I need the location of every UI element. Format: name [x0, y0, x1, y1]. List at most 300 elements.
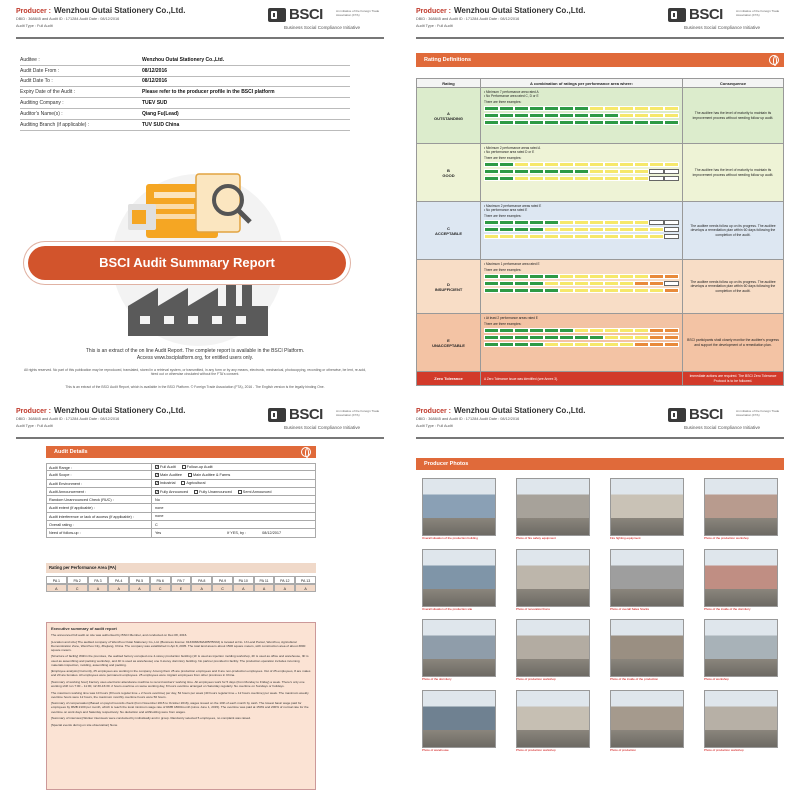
bsci-logo-word: BSCI — [289, 406, 323, 423]
detail-option[interactable]: ✓Full Audit — [156, 465, 176, 470]
rating-cell — [634, 328, 649, 333]
rating-cell — [604, 120, 619, 125]
info-key: Audit Date From : — [20, 67, 60, 74]
detail-row — [46, 529, 316, 537]
bsci-logo — [264, 6, 384, 36]
rating-cell — [649, 335, 664, 340]
photo-caption: Photo of warehouse — [422, 747, 449, 752]
detail-key: Overall rating : — [47, 521, 152, 528]
pa-label: PA 10 — [233, 576, 254, 584]
rating-cell — [664, 176, 679, 181]
detail-key: Audit Announcement : — [47, 488, 152, 495]
rating-cell — [619, 328, 634, 333]
bsci-logo-fta: An initiative of the Foreign Trade Association (FTA) — [736, 9, 780, 17]
zero-tolerance-consequence: Immediate actions are required. The BSCI Zero Tolerance Protocol is to be followed. — [689, 374, 777, 383]
producer-label: Producer : — [416, 8, 452, 15]
info-value: 08/12/2016 — [142, 67, 168, 74]
checkbox-icon[interactable] — [194, 490, 198, 494]
info-value: TUV SUD China — [142, 121, 180, 128]
info-row — [20, 87, 350, 98]
rating-cell — [529, 106, 544, 111]
rating-cell — [634, 227, 649, 232]
detail-option[interactable]: ✓Industrial — [156, 481, 176, 486]
photo-image — [422, 549, 496, 607]
rating-cell — [649, 288, 664, 293]
rating-cell — [574, 281, 589, 286]
col-rating: Rating — [417, 79, 481, 87]
info-key: Auditee : — [20, 56, 40, 63]
photo-caption: Photo of production — [610, 747, 637, 752]
rating-cell — [604, 220, 619, 225]
rating-cell — [544, 120, 559, 125]
rating-cell — [484, 120, 499, 125]
producer-photo — [516, 549, 590, 612]
rating-cell — [664, 113, 679, 118]
rating-cell — [499, 176, 514, 181]
rating-cell — [529, 176, 544, 181]
rating-cell — [604, 328, 619, 333]
checkbox-icon[interactable]: ✓ — [156, 481, 159, 486]
rating-cell — [559, 335, 574, 340]
producer-label: Producer : — [16, 8, 52, 15]
rating-example-bar — [484, 227, 679, 232]
detail-row — [46, 480, 316, 488]
photo-caption: Overall situation of the production building — [422, 536, 478, 540]
rating-table-header — [416, 78, 784, 88]
producer-name: Wenzhou Outai Stationery Co.,Ltd. — [454, 406, 586, 415]
rating-cell — [529, 227, 544, 232]
photo-image — [610, 619, 684, 677]
rating-cell — [619, 335, 634, 340]
rating-cell — [604, 176, 619, 181]
section-title-rating-definitions: Rating Definitions — [416, 53, 784, 67]
rating-cell — [529, 220, 544, 225]
rating-example-bar — [484, 234, 679, 239]
photo-grid — [422, 478, 778, 760]
rating-combination: • At least 2 performance areas rated E There are three examples: — [481, 314, 683, 371]
rating-cell — [499, 162, 514, 167]
pa-label: PA 9 — [212, 576, 233, 584]
rating-cell — [574, 288, 589, 293]
exec-paragraph: The announced full audit on site was authorised by BSCI Member, and conducted on Dec.08, 2016. — [51, 633, 188, 638]
rating-cell — [664, 220, 679, 225]
detail-row — [46, 504, 316, 512]
rating-cell — [634, 120, 649, 125]
page-header — [416, 406, 784, 436]
rating-cell — [664, 227, 679, 232]
photo-image — [610, 478, 684, 536]
rating-cell — [589, 234, 604, 239]
pa-label: PA 12 — [274, 576, 295, 584]
rating-cell — [529, 162, 544, 167]
rating-cell — [484, 281, 499, 286]
rating-cell — [649, 176, 664, 181]
pa-label: PA 7 — [171, 576, 192, 584]
rating-example-bar — [484, 281, 679, 286]
rating-cell — [514, 274, 529, 279]
rating-cell — [619, 281, 634, 286]
rating-cell — [544, 113, 559, 118]
rating-grade: E UNACCEPTABLE — [417, 314, 481, 371]
info-value: TUEV SUD — [142, 100, 168, 107]
detail-value: none — [155, 514, 164, 519]
rating-cell — [499, 335, 514, 340]
audit-meta-line1: DBID : 368845 and Audit ID : 171284 Audit Date : 08/12/2016 — [16, 417, 120, 421]
page-header — [416, 6, 784, 36]
rating-cell — [559, 227, 574, 232]
rating-cell — [619, 342, 634, 347]
info-row — [20, 98, 350, 109]
rating-cell — [664, 234, 679, 239]
checkbox-icon[interactable] — [181, 481, 185, 485]
rating-cell — [649, 342, 664, 347]
photo-caption: Photo of production workshop — [704, 747, 744, 752]
detail-option[interactable]: Semi Announced — [238, 490, 272, 494]
rating-example-bar — [484, 162, 679, 167]
rating-cell — [484, 274, 499, 279]
rating-cell — [529, 120, 544, 125]
rating-cell — [589, 274, 604, 279]
rating-cell — [544, 169, 559, 174]
rating-cell — [529, 234, 544, 239]
rating-cell — [544, 220, 559, 225]
legal-notice: This is an extract of the BSCI Audit Report, which is available in the BSCI Platform. © Foreign Trade Association (FTA), 2016 - The English version is the legally binding One. — [65, 385, 325, 389]
pa-label: PA 6 — [150, 576, 171, 584]
extract-note: This is an extract of the on line Audit Report. The complete report is available in the BSCI Platform. — [85, 348, 305, 354]
checkbox-icon[interactable] — [188, 473, 192, 477]
rating-cell — [544, 106, 559, 111]
rating-cell — [514, 220, 529, 225]
producer-photo — [516, 690, 590, 753]
photo-caption: Photo of production workshop — [516, 747, 556, 752]
rating-cell — [514, 106, 529, 111]
audit-details-table — [46, 463, 316, 538]
pa-value-row — [46, 584, 316, 592]
rating-cell — [619, 274, 634, 279]
cover-info-table — [20, 55, 350, 131]
pa-title: Rating per Performance Area (PA) — [46, 563, 316, 573]
producer-photo — [422, 690, 496, 753]
rating-cell — [589, 328, 604, 333]
rating-cell — [589, 106, 604, 111]
rating-cell — [514, 342, 529, 347]
rating-cell — [589, 288, 604, 293]
rating-cell — [559, 176, 574, 181]
audit-meta-line2: Audit Type : Full Audit — [416, 24, 453, 28]
rating-cell — [484, 234, 499, 239]
rating-cell — [649, 169, 664, 174]
rating-cell — [634, 335, 649, 340]
rating-cell — [499, 106, 514, 111]
page-rating-definitions — [400, 0, 800, 400]
checkbox-icon[interactable] — [182, 465, 186, 469]
pa-label: PA 2 — [67, 576, 88, 584]
detail-option[interactable]: ✓Main Auditee — [156, 472, 182, 477]
rating-cell — [589, 220, 604, 225]
producer-photo — [704, 619, 778, 682]
detail-row — [46, 471, 316, 479]
rating-cell — [484, 176, 499, 181]
page-audit-details — [0, 400, 400, 800]
rating-cell — [634, 106, 649, 111]
rating-cell — [499, 274, 514, 279]
checkbox-icon[interactable] — [238, 490, 242, 494]
rating-cell — [604, 227, 619, 232]
rating-combination: • Minimum 7 performance area rated A • No Performance area rated C, D or E There are three examples: — [481, 88, 683, 143]
rating-grade: D INSUFFICIENT — [417, 260, 481, 313]
detail-row — [46, 496, 316, 504]
rating-cell — [559, 288, 574, 293]
photo-image — [422, 478, 496, 536]
exec-paragraph: The maximum working time was 10 hours (8 hours regular time + 2 hours overtime) per day, 52 hours per week (40 hours regular time + 12 hours overtime) per week. The maximum weekly overtime hours were 12 hours, the maximum monthly overtime hours were 50 hours. — [51, 690, 309, 699]
audit-meta-line1: DBID : 368845 and Audit ID : 171284 Audit Date : 08/12/2016 — [16, 17, 120, 21]
detail-key: Random Unannounced Check (RUC) : — [47, 496, 152, 503]
exec-paragraph: [Summary of compensation] Based on payroll records check (from November 2015 to October 2016), wages issued on the 10th of each month by cash. The lowest basic wage paid for employees by RMB 2100 per month, which is reach the local minimum wage rate of RMB 1860/month (since June 1, 2015). The overtime was paid at 150% and 200% of normal rate for the overtime on work days and Saturday respectively. No deduction and withholding were from wages. — [51, 701, 309, 714]
photo-caption: Photo of the production workshop — [704, 536, 749, 540]
info-value: Wenzhou Outai Stationery Co.,Ltd. — [142, 56, 225, 63]
producer-photo — [516, 478, 590, 541]
info-value: Please refer to the producer profile in the BSCI platform — [142, 89, 275, 96]
rating-cell — [514, 113, 529, 118]
producer-label: Producer : — [16, 408, 52, 415]
rating-cell — [514, 281, 529, 286]
pa-value: C — [150, 584, 171, 592]
photo-caption: Photo of overall Sales Stocks — [610, 606, 650, 611]
pa-value: C — [67, 584, 88, 592]
rating-row — [416, 260, 784, 314]
rating-cell — [484, 342, 499, 347]
rating-cell — [574, 227, 589, 232]
rating-cell — [499, 120, 514, 125]
rating-cell — [649, 281, 664, 286]
producer-photo — [610, 478, 684, 541]
photo-caption: Overall situation of the production site — [422, 606, 473, 611]
rating-cell — [574, 274, 589, 279]
rating-cell — [619, 169, 634, 174]
rating-consequence: The auditee has the level of maturity to maintain its improvement process without needing follow up audit. — [692, 111, 774, 120]
pa-value: C — [212, 584, 233, 592]
rating-cell — [664, 274, 679, 279]
rating-grade: C ACCEPTABLE — [417, 202, 481, 259]
checkbox-icon[interactable]: ✓ — [156, 472, 159, 477]
section-title-audit-details: Audit Details — [46, 446, 316, 458]
rating-consequence: The auditee needs follow up on its progress. The auditee develops a remediation plan within 60 days following the completion of the audit. — [690, 279, 776, 293]
exec-paragraph: [Employee analysis] Currently, 25 employees are working in the company. Among them 25 are production employees and 0 are non-production employees. Out of 25 employees, 8 are males and 20 are females. All employees were permanent employees. 25 employees were migrant employees from other provinces in China. — [51, 669, 311, 678]
exec-paragraph: [Location and size] The audited company of Wenzhou Outai Stationery Co.,Ltd. (Business license: 91330382MA285H5N3J) is located at No. 13 Land Parcel, Wenzhou, Agricultural Demonstration Zone, Wenzhou City, Zhejiang, China. The company was established in Apr.8, 2005. The total land area is about 1500 square meters, with construction area of about 3800 square meters. — [51, 639, 306, 652]
rating-cell — [499, 328, 514, 333]
rating-consequence: The auditee has the level of maturity to maintain its improvement process without needing follow up audit. — [692, 168, 774, 177]
col-consequence: Consequence — [719, 81, 747, 86]
rating-cell — [529, 342, 544, 347]
rating-cell — [499, 342, 514, 347]
rating-cell — [559, 162, 574, 167]
rating-cell — [559, 220, 574, 225]
rating-cell — [499, 220, 514, 225]
rating-cell — [529, 169, 544, 174]
rating-cell — [544, 335, 559, 340]
rating-cell — [664, 342, 679, 347]
rating-cell — [664, 328, 679, 333]
rating-cell — [589, 120, 604, 125]
producer-name: Wenzhou Outai Stationery Co.,Ltd. — [454, 6, 586, 15]
page-header — [16, 406, 384, 436]
detail-option[interactable]: Agricultural — [181, 481, 205, 485]
rating-cell — [649, 162, 664, 167]
info-key: Expiry Date of the Audit : — [20, 89, 76, 96]
rating-example-bar — [484, 328, 679, 333]
photo-image — [516, 478, 590, 536]
detail-value: none — [155, 506, 164, 511]
checkbox-icon[interactable]: ✓ — [156, 489, 159, 494]
detail-option[interactable]: Fully Unannounced — [194, 490, 232, 494]
rating-cell — [484, 169, 499, 174]
pa-label: PA 4 — [108, 576, 129, 584]
rating-cell — [544, 274, 559, 279]
rating-cell — [484, 328, 499, 333]
rating-cell — [664, 335, 679, 340]
rating-cell — [634, 234, 649, 239]
exec-title: Executive summary of audit report — [51, 626, 117, 631]
rating-cell — [649, 220, 664, 225]
rating-cell — [634, 162, 649, 167]
rating-cell — [529, 328, 544, 333]
detail-row — [46, 513, 316, 521]
pa-label: PA 8 — [191, 576, 212, 584]
rating-cell — [484, 106, 499, 111]
rating-grade: A OUTSTANDING — [417, 88, 481, 143]
detail-key: Audit extent (if applicable) : — [47, 504, 152, 511]
header-rule — [16, 437, 384, 439]
rating-cell — [544, 227, 559, 232]
rating-cell — [514, 162, 529, 167]
producer-label: Producer : — [416, 408, 452, 415]
rating-cell — [559, 328, 574, 333]
info-row — [20, 120, 350, 131]
rating-example-bar — [484, 274, 679, 279]
rating-cell — [529, 288, 544, 293]
pa-value: A — [46, 584, 67, 592]
col-combination: A combination of ratings per performance area where: — [481, 79, 683, 87]
rating-combination: • Maximum 1 performance area rated E There are three examples: — [481, 260, 683, 313]
rating-cell — [484, 162, 499, 167]
photo-image — [610, 549, 684, 607]
audit-meta-line2: Audit Type : Full Audit — [416, 424, 453, 428]
pa-value: A — [254, 584, 275, 592]
rating-cell — [604, 113, 619, 118]
rating-cell — [634, 113, 649, 118]
producer-photo — [610, 690, 684, 753]
info-key: Auditing Company : — [20, 100, 64, 107]
rating-cell — [649, 274, 664, 279]
rating-cell — [514, 169, 529, 174]
pa-value: A — [129, 584, 150, 592]
detail-option[interactable]: ✓Fully Announced — [156, 489, 189, 494]
exec-paragraph: [Summary of interview] Worker interviews were conducted by individually and in group. Randomly selected 5 employees, no complaint was raised. — [51, 716, 251, 721]
rating-cell — [604, 288, 619, 293]
detail-key: Audit Range : — [47, 464, 152, 470]
bsci-logo — [664, 406, 784, 436]
rating-cell — [619, 220, 634, 225]
producer-photo — [610, 549, 684, 612]
detail-option[interactable]: Follow-up Audit — [182, 465, 213, 469]
platform-note: Access www.bsciplatform.org, for entitled users only. — [136, 355, 254, 361]
pa-value: A — [295, 584, 316, 592]
rating-cell — [649, 227, 664, 232]
rating-cell — [589, 335, 604, 340]
bsci-logo — [664, 6, 784, 36]
rating-cell — [499, 288, 514, 293]
rating-cell — [574, 342, 589, 347]
rating-cell — [604, 281, 619, 286]
rating-consequence: BSCI participants shall closely monitor the auditee's progress and support the development of a remediation plan. — [687, 338, 779, 347]
rating-cell — [514, 335, 529, 340]
rating-example-bar — [484, 220, 679, 225]
rating-cell — [499, 113, 514, 118]
checkbox-icon[interactable]: ✓ — [156, 465, 159, 470]
rating-cell — [589, 176, 604, 181]
rating-cell — [514, 120, 529, 125]
photo-image — [704, 478, 778, 536]
producer-photo — [704, 478, 778, 541]
rating-cell — [559, 113, 574, 118]
info-value: 08/12/2016 — [142, 78, 168, 85]
rating-cell — [529, 274, 544, 279]
rating-cell — [574, 220, 589, 225]
rating-cell — [559, 234, 574, 239]
info-value: Qiang Fu(Lead) — [142, 110, 179, 117]
photo-image — [704, 690, 778, 748]
photo-caption: Photo of production workshop — [516, 677, 556, 682]
rating-grade: B GOOD — [417, 144, 481, 201]
audit-meta-line1: DBID : 368845 and Audit ID : 171284 Audit Date : 08/12/2016 — [416, 17, 520, 21]
photo-image — [704, 549, 778, 607]
rating-cell — [499, 227, 514, 232]
globe-icon — [301, 447, 311, 457]
pa-value: A — [274, 584, 295, 592]
bsci-logo-fta: An initiative of the Foreign Trade Association (FTA) — [336, 409, 380, 417]
rating-cell — [514, 328, 529, 333]
detail-option[interactable]: Main Auditee & Farms — [188, 473, 230, 477]
header-rule — [416, 37, 784, 39]
detail-key: Need of follow-up : — [47, 529, 152, 536]
exec-paragraph: [Summary of working hour] Factory uses electronic attendance machine to record workers' working time. All employees work for 5 days (from Monday to Friday) a week. There's only one working shift run 7:00 – 11:00, 12:30-16:30. 2 hours overtime on same working day, 8 hours overtime arranged on Saturday regularly. No overtime on Sundays or holidays. — [51, 679, 305, 689]
rating-combination: • Maximum 2 performance areas rated E • No performance area rated E There are three examples: — [481, 202, 683, 259]
rating-cell — [514, 227, 529, 232]
pa-label: PA 5 — [129, 576, 150, 584]
rating-cell — [664, 162, 679, 167]
photo-caption: Photo of the dormitory — [422, 677, 452, 682]
rating-row — [416, 314, 784, 372]
rating-cell — [514, 176, 529, 181]
rating-cell — [619, 120, 634, 125]
rating-definitions-table — [416, 78, 784, 386]
producer-photo — [422, 549, 496, 612]
rating-cell — [619, 234, 634, 239]
pa-value: A — [233, 584, 254, 592]
info-key: Auditor's Name(s) : — [20, 110, 63, 117]
producer-photo — [422, 478, 496, 541]
rating-cell — [649, 328, 664, 333]
rating-cell — [544, 176, 559, 181]
info-row — [20, 55, 350, 66]
rating-example-bar — [484, 288, 679, 293]
report-title-banner: BSCI Audit Summary Report — [28, 246, 346, 280]
audit-meta-line1: DBID : 368845 and Audit ID : 171284 Audit Date : 08/12/2016 — [416, 417, 520, 421]
rating-row — [416, 202, 784, 260]
pa-value: A — [108, 584, 129, 592]
rating-cell — [649, 120, 664, 125]
rating-cell — [484, 288, 499, 293]
